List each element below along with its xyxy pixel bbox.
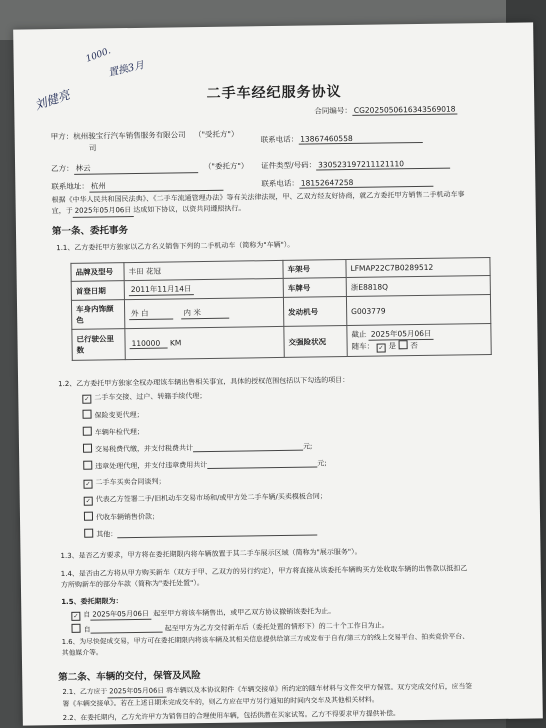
- option-item: ✓ 二手车交接、过户、转籍手续代理；: [84, 392, 207, 403]
- party-b-tel: [261, 176, 433, 189]
- party-a-label: 甲方：: [50, 131, 74, 142]
- party-a-tel-label: 联系电话：: [260, 134, 299, 145]
- preamble: [51, 189, 464, 218]
- checkbox[interactable]: [82, 410, 91, 419]
- option-item: 违章处理代理，并支付违章费用共计 元;: [83, 457, 326, 471]
- contract-number-label: 合同编号：: [314, 105, 352, 116]
- insurance-label: 交强险状况: [284, 326, 347, 358]
- party-a-role: （"受托方"）: [193, 129, 239, 140]
- clause-1-1: 1.1、乙方委托甲方独家以乙方名义销售下列的二手机动车（简称为"车辆"）。: [56, 240, 295, 253]
- delivery-date: 2025年05月06日: [107, 686, 166, 699]
- checkbox[interactable]: [83, 427, 92, 436]
- party-a-name-wrap: 司: [88, 143, 97, 153]
- preamble-date: 2025年05月06日: [73, 205, 134, 218]
- insurance-prefix: 截止: [351, 329, 367, 339]
- option-item: ✓ 二手车买卖合同谈判；: [85, 477, 166, 488]
- checkbox[interactable]: [71, 624, 80, 633]
- party-b-addr-label: 联系地址：: [51, 181, 89, 192]
- checkbox[interactable]: [84, 529, 93, 538]
- checkbox-checked[interactable]: ✓: [84, 395, 90, 403]
- vin-label: 车架号: [283, 260, 346, 279]
- engine-label: 发动机号: [283, 297, 346, 327]
- reg-date-label: 首登日期: [71, 281, 124, 301]
- term-start-date: 2025年05月06日: [90, 609, 151, 621]
- checkbox-checked[interactable]: ✓: [85, 480, 91, 488]
- checkbox-checked[interactable]: ✓: [378, 344, 384, 352]
- party-b-addr-value: 杭州: [89, 179, 223, 193]
- vin-value: LFMAP22C7B0289512: [346, 258, 490, 278]
- tax-yes: 是: [388, 341, 397, 351]
- party-b-role: （"委托方"）: [203, 161, 249, 172]
- mileage-label: 已行驶公里数: [72, 329, 125, 361]
- party-a-tel-value: 13867460558: [298, 133, 422, 145]
- party-a-tel: [261, 132, 423, 145]
- party-b-label: 乙方：: [51, 163, 74, 174]
- contract-paper: [13, 22, 543, 725]
- tax-no: 否: [410, 341, 418, 351]
- preamble-line: 达成如下协议，以资共同遵照执行。: [133, 204, 246, 215]
- color-label: 车身内饰颜色: [71, 300, 124, 330]
- checkbox[interactable]: [83, 461, 92, 470]
- option-item: 车辆年检代理；: [83, 426, 144, 438]
- insurance-date: 2025年05月06日: [369, 328, 434, 341]
- color-interior: 内 米: [181, 307, 229, 320]
- preamble-line: 宜，于: [51, 206, 73, 216]
- handwriting-note: 刘健亮: [33, 87, 72, 113]
- party-b-id: [261, 158, 450, 172]
- party-b-address: [51, 179, 223, 193]
- contract-number-value: CG20250506163435690​18: [352, 104, 458, 115]
- term-option-a: ✓ 自 2025年05月06日 起至甲方将该车辆售出，或甲乙双方协议撤销该委托为止。: [73, 607, 336, 620]
- handwriting-note: 置换3月: [107, 60, 146, 79]
- clause-2-2: 2.2、在委托期内，乙方允许甲方为销售目的合理使用车辆，包括供潜在买家试驾。乙方不得要求甲方提供补偿。: [62, 709, 400, 723]
- party-b: [51, 160, 248, 175]
- clause-1-4: 1.4、是否由乙方将从甲方购买新车（双方于甲、乙双方的另行约定），甲方将直接从该委托车辆购买方处收取车辆的出售款以抵扣乙 方所购新车的部分车款（简称为"委托处置"）。: [60, 564, 468, 590]
- mileage-value: 110000: [129, 339, 167, 350]
- reg-date-value: 2011年11月14日: [129, 283, 194, 296]
- contract-number: [314, 103, 457, 116]
- party-b-tel-value: 18152647258: [299, 177, 433, 189]
- engine-value: G003779: [346, 295, 490, 326]
- checkbox[interactable]: [84, 512, 93, 521]
- party-a-name: 杭州骏宝行汽车销售服务有限公司: [73, 130, 186, 141]
- plate-label: 车牌号: [283, 278, 346, 298]
- mileage-unit: KM: [169, 338, 182, 348]
- section-2-heading: 第二条、车辆的交付，保管及风险: [58, 670, 201, 684]
- option-item: 其他：: [84, 525, 317, 539]
- party-b-id-label: 证件类型/号码：: [261, 160, 317, 171]
- option-item: 代收车辆销售价款；: [84, 511, 159, 523]
- option-item: 交易税费代缴，并支付税费共计 元;: [83, 441, 312, 455]
- party-b-name: 林云: [74, 161, 198, 175]
- preamble-line: 根据《中华人民共和国民法典》、《二手车流通管理办法》等有关法律法规，甲、乙双方经友好协商，就乙方委托甲方销售二手机动车事: [51, 190, 465, 205]
- tax-label: 随车：: [351, 341, 375, 351]
- option-item: 保险变更代理；: [82, 409, 143, 421]
- clause-2-1: 2.1、乙方应于 2025年05月06日 将车辆以及本协议附件《车辆交接单》所约定的随车材料与文件交甲方保管。双方完成交付后，应当签 署《车辆交接单》。若在上述日期未完成交车的，则乙方应在甲方另行通知的时间内交车及其他相关材料。: [62, 682, 473, 709]
- handwriting-note: 1000.: [84, 46, 113, 65]
- table-row: [72, 324, 491, 361]
- vehicle-table: [70, 257, 491, 361]
- brand-label: 品牌及型号: [71, 263, 124, 282]
- checkbox[interactable]: [83, 444, 92, 453]
- checkbox-checked[interactable]: ✓: [85, 497, 91, 505]
- clause-1-6: 1.6、为尽快促成交易，甲方可在委托期限内将该车辆及其相关信息提供给第三方或发布于自有/第三方的线上交易平台、拍卖竞价平台、 其他媒介等。: [61, 632, 470, 658]
- party-b-id-value: 330523197211121110: [316, 159, 450, 171]
- section-1-heading: 第一条、委托事务: [51, 225, 129, 238]
- plate-value: 浙E8818Q: [346, 276, 490, 297]
- term-option-b: 自 起至甲方为乙方交付新车后（委托处置的情形下）的二十个工作日为止。: [71, 619, 388, 634]
- clause-1-2: 1.2、乙方委托甲方独家全权办理该车辆出售相关事宜，具体的授权范围包括以下勾选的项目：: [58, 376, 350, 389]
- clause-1-5: 1.5、委托期限为：: [61, 597, 123, 607]
- party-b-tel-label: 联系电话：: [261, 178, 299, 189]
- option-item: ✓ 代表乙方签署二手/旧机动车交易市场和/或甲方处二手车辆/买卖模板合同；: [85, 492, 327, 505]
- color-exterior: 外 白: [129, 307, 173, 320]
- brand-value: 丰田 花冠: [124, 260, 283, 280]
- checkbox[interactable]: [398, 340, 407, 349]
- checkbox-checked[interactable]: ✓: [73, 612, 79, 620]
- clause-1-3: 1.3、是否乙方要求，甲方将在委托期限内将车辆放置于其二手车展示区域（简称为"展示服务"）。: [60, 547, 362, 561]
- document-title: 二手车经纪服务协议: [206, 84, 342, 102]
- party-a: [51, 129, 239, 143]
